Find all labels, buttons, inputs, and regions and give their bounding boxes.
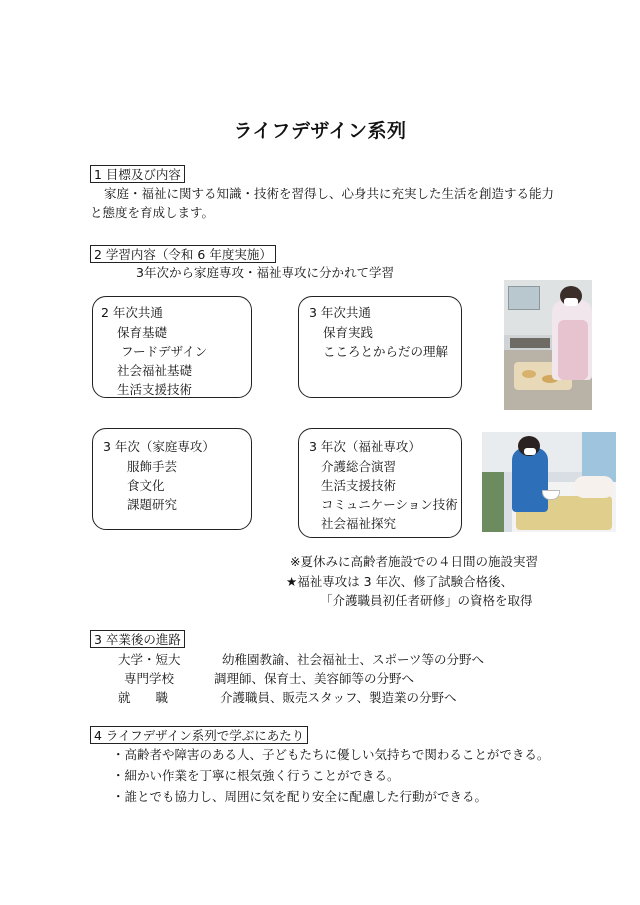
course-item: こころとからだの理解 — [323, 344, 449, 359]
bullet-item: ・高齢者や障害のある人、子どもたちに優しい気持ちで関わることができる。 — [112, 747, 550, 762]
career-label: 大学・短大 — [118, 652, 181, 667]
course-item: コミュニケーション技術 — [321, 497, 458, 512]
course-box-year3-home — [92, 428, 252, 530]
page-title: ライフデザイン系列 — [233, 120, 407, 142]
note-qualification: ★福祉専攻は 3 年次、修了試験合格後、 — [286, 574, 514, 589]
career-value: 幼稚園教諭、社会福祉士、スポーツ等の分野へ — [222, 652, 485, 667]
course-item: 服飾手芸 — [127, 459, 178, 474]
course-box-title: 3 年次共通 — [309, 305, 371, 320]
course-item: 社会福祉探究 — [321, 516, 397, 531]
course-box-title: 2 年次共通 — [101, 305, 163, 320]
course-box-year2-common — [92, 296, 252, 398]
career-value: 調理師、保育士、美容師等の分野へ — [214, 671, 415, 686]
note-certificate: 「介護職員初任者研修」の資格を取得 — [320, 593, 533, 608]
course-box-title: 3 年次（家庭専攻） — [103, 439, 215, 454]
bullet-item: ・誰とでも協力し、周囲に気を配り安全に配慮した行動ができる。 — [112, 789, 488, 804]
course-box-title: 3 年次（福祉専攻） — [309, 439, 421, 454]
career-value: 介護職員、販売スタッフ、製造業の分野へ — [220, 690, 457, 705]
section1-body-line1: 家庭・福祉に関する知識・技術を習得し、心身共に充実した生活を創造する能力 — [104, 186, 555, 201]
course-item: 生活支援技術 — [117, 382, 193, 397]
course-item: 介護総合演習 — [321, 459, 397, 474]
career-label: 就 職 — [118, 690, 169, 705]
course-item: 社会福祉基礎 — [117, 363, 193, 378]
course-box-year3-common — [298, 296, 462, 398]
course-item: 食文化 — [127, 478, 165, 493]
course-item: 保育基礎 — [117, 325, 168, 340]
course-box-year3-welfare — [298, 428, 462, 538]
section1-body-line2: と態度を育成します。 — [90, 205, 215, 220]
bullet-item: ・細かい作業を丁寧に根気強く行うことができる。 — [112, 768, 400, 783]
course-item: 課題研究 — [127, 497, 178, 512]
career-label: 専門学校 — [124, 671, 175, 686]
note-internship: ※夏休みに高齢者施設での４日間の施設実習 — [290, 554, 538, 569]
section2-intro: 3年次から家庭専攻・福祉専攻に分かれて学習 — [136, 265, 394, 280]
cooking-photo — [504, 280, 592, 410]
care-practice-photo — [482, 432, 616, 532]
section2-heading: 2 学習内容（令和 6 年度実施） — [90, 245, 276, 263]
section4-heading: 4 ライフデザイン系列で学ぶにあたり — [90, 726, 308, 744]
course-item: 保育実践 — [323, 325, 374, 340]
section1-heading: 1 目標及び内容 — [90, 165, 185, 183]
section3-heading: 3 卒業後の進路 — [90, 630, 185, 648]
course-item: 生活支援技術 — [321, 478, 397, 493]
course-item: フードデザイン — [121, 344, 208, 359]
